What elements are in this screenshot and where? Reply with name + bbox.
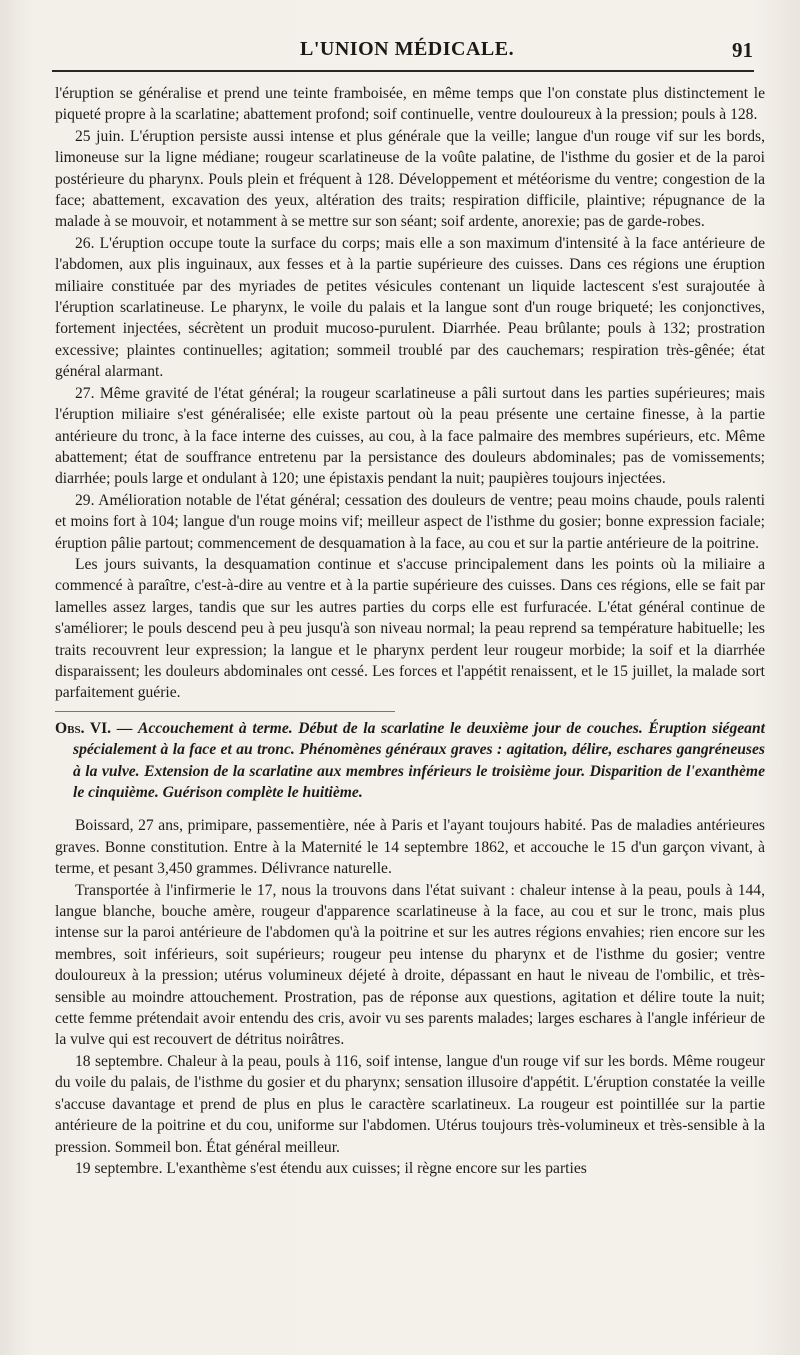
running-title: L'UNION MÉDICALE.	[300, 38, 515, 60]
body-text	[55, 83, 765, 1179]
paragraph: Les jours suivants, la desquamation continue et s'accuse principalement dans les points où la miliaire a commencé à paraître, c'est-à-dire au ventre et à la partie supérieure des cuisses. Dans ces régions, elle se fait par lamelles assez larges, tandis que sur les autres parties du corps elle est furfuracée. L'état général continue de s'améliorer; le pouls descend peu à peu jusqu'à son niveau normal; la peau reprend sa température habituelle; les traits recouvrent leur expression; la langue et le pharynx perdent leur rougeur morbide; la soif et la diarrhée disparaissent; les douleurs abdominales ont cessé. Les forces et l'appétit renaissent, et le 15 juillet, la malade sort parfaitement guérie.	[55, 555, 765, 702]
paragraph: 29. Amélioration notable de l'état général; cessation des douleurs de ventre; peau moins chaude, pouls ralenti et moins fort à 104; langue d'un rouge moins vif; meilleur aspect de l'isthme du gosier; bonne expression faciale; éruption pâlie partout; commencement de desquamation à la face, au cou et sur la partie antérieure de la poitrine.	[55, 491, 765, 552]
paragraph: 18 septembre. Chaleur à la peau, pouls à 116, soif intense, langue d'un rouge vif sur les bords. Même rougeur du voile du palais, de l'isthme du gosier et du pharynx; sensation illusoire d'appétit. L'éruption constatée la veille s'accuse davantage et prend de plus en plus le caractère scarlatineux. La rougeur est pointillée sur la partie antérieure de la poitrine et du cou, uniforme sur l'abdomen. Utérus toujours très-volumineux et très-sensible à la pression. Sommeil bon. État général meilleur.	[55, 1052, 765, 1156]
header-rule	[52, 70, 754, 72]
page-number: 91	[732, 38, 753, 62]
paragraph: 19 septembre. L'exanthème s'est étendu aux cuisses; il règne encore sur les parties	[75, 1159, 587, 1177]
paragraph: Boissard, 27 ans, primipare, passementière, née à Paris et l'ayant toujours habité. Pas de maladies antérieures graves. Bonne constitution. Entre à la Maternité le 14 septembre 1862, et accouche le 15 d'un garçon vivant, à terme, et pesant 3,450 grammes. Délivrance naturelle.	[55, 817, 765, 878]
observation-label: Obs. VI. —	[55, 719, 133, 737]
observation-summary: Accouchement à terme. Début de la scarlatine le deuxième jour de couches. Éruption siégeant spécialement à la face et au tronc. Phénomènes généraux graves : agitation, délire, eschares gangréneuses à la vulve. Extension de la scarlatine aux membres inférieurs le troisième jour. Disparition de l'exanthème le cinquième. Guérison complète le huitième.	[73, 719, 765, 801]
paragraph: 27. Même gravité de l'état général; la rougeur scarlatineuse a pâli surtout dans les parties supérieures; mais l'éruption miliaire s'est généralisée; elle existe partout où la peau présente une certaine finesse, à la partie antérieure du tronc, à la face interne des cuisses, au cou, à la face palmaire des membres supérieurs, etc. Même abattement; état de souffrance entretenu par la persistance des douleurs abdominales; pas de vomissements; diarrhée; pouls large et ondulant à 120; une épistaxis pendant la nuit; paupières toujours injectées.	[55, 384, 765, 488]
section-divider	[55, 711, 395, 712]
page-header	[0, 32, 800, 72]
paragraph: 25 juin. L'éruption persiste aussi intense et plus générale que la veille; langue d'un rouge vif sur les bords, limoneuse sur la ligne médiane; rougeur scarlatineuse de la voûte palatine, de l'isthme du gosier et de la paroi postérieure du pharynx. Pouls plein et fréquent à 128. Développement et météorisme du ventre; congestion de la face; abattement, excavation des yeux, altération des traits; respiration difficile, plaintive; répugnance de la malade à se mouvoir, et notamment à se mettre sur son séant; soif ardente, anorexie; pas de garde-robes.	[55, 127, 765, 231]
paragraph: Transportée à l'infirmerie le 17, nous la trouvons dans l'état suivant : chaleur intense à la peau, pouls à 144, langue blanche, bouche amère, rougeur d'apparence scarlatineuse à la face, au cou et sur le tronc, mais plus intense sur la paroi antérieure de l'abdomen qu'à la poitrine et sur les autres régions envahies; rien encore sur les membres, soit inférieurs, soit supérieurs; rougeur peu intense du pharynx et de l'isthme du gosier; ventre douloureux à la pression; utérus volumineux déjeté à droite, dépassant en haut le niveau de l'ombilic, et très-sensible au moindre attouchement. Prostration, pas de réponse aux questions, agitation et délire toute la nuit; cette femme prétendait avoir entendu des cris, avoir vu ses parents malades; larges eschares à l'angle inférieur de la vulve qui est recouvert de détritus noirâtres.	[55, 881, 765, 1049]
observation-heading	[55, 718, 765, 804]
paragraph: l'éruption se généralise et prend une teinte framboisée, en même temps que l'on constate plus distinctement le piqueté propre à la scarlatine; abattement profond; soif continuelle, ventre douloureux à la pression; pouls à 128.	[55, 85, 765, 124]
paragraph: 26. L'éruption occupe toute la surface du corps; mais elle a son maximum d'intensité à la face antérieure de l'abdomen, aux plis inguinaux, aux fesses et à la partie supérieure des cuisses. Dans ces régions une éruption miliaire constituée par des myriades de petites vésicules contenant un liquide lactescent s'est surajoutée à l'éruption scarlatineuse. Le pharynx, le voile du palais et la langue sont d'un rouge briqueté; les conjonctives, fortement injectées, sécrètent un produit mucoso-purulent. Diarrhée. Peau brûlante; pouls à 132; prostration excessive; plaintes continuelles; agitation; sommeil troublé par des cauchemars; respiration très-gênée; état général alarmant.	[55, 234, 765, 381]
